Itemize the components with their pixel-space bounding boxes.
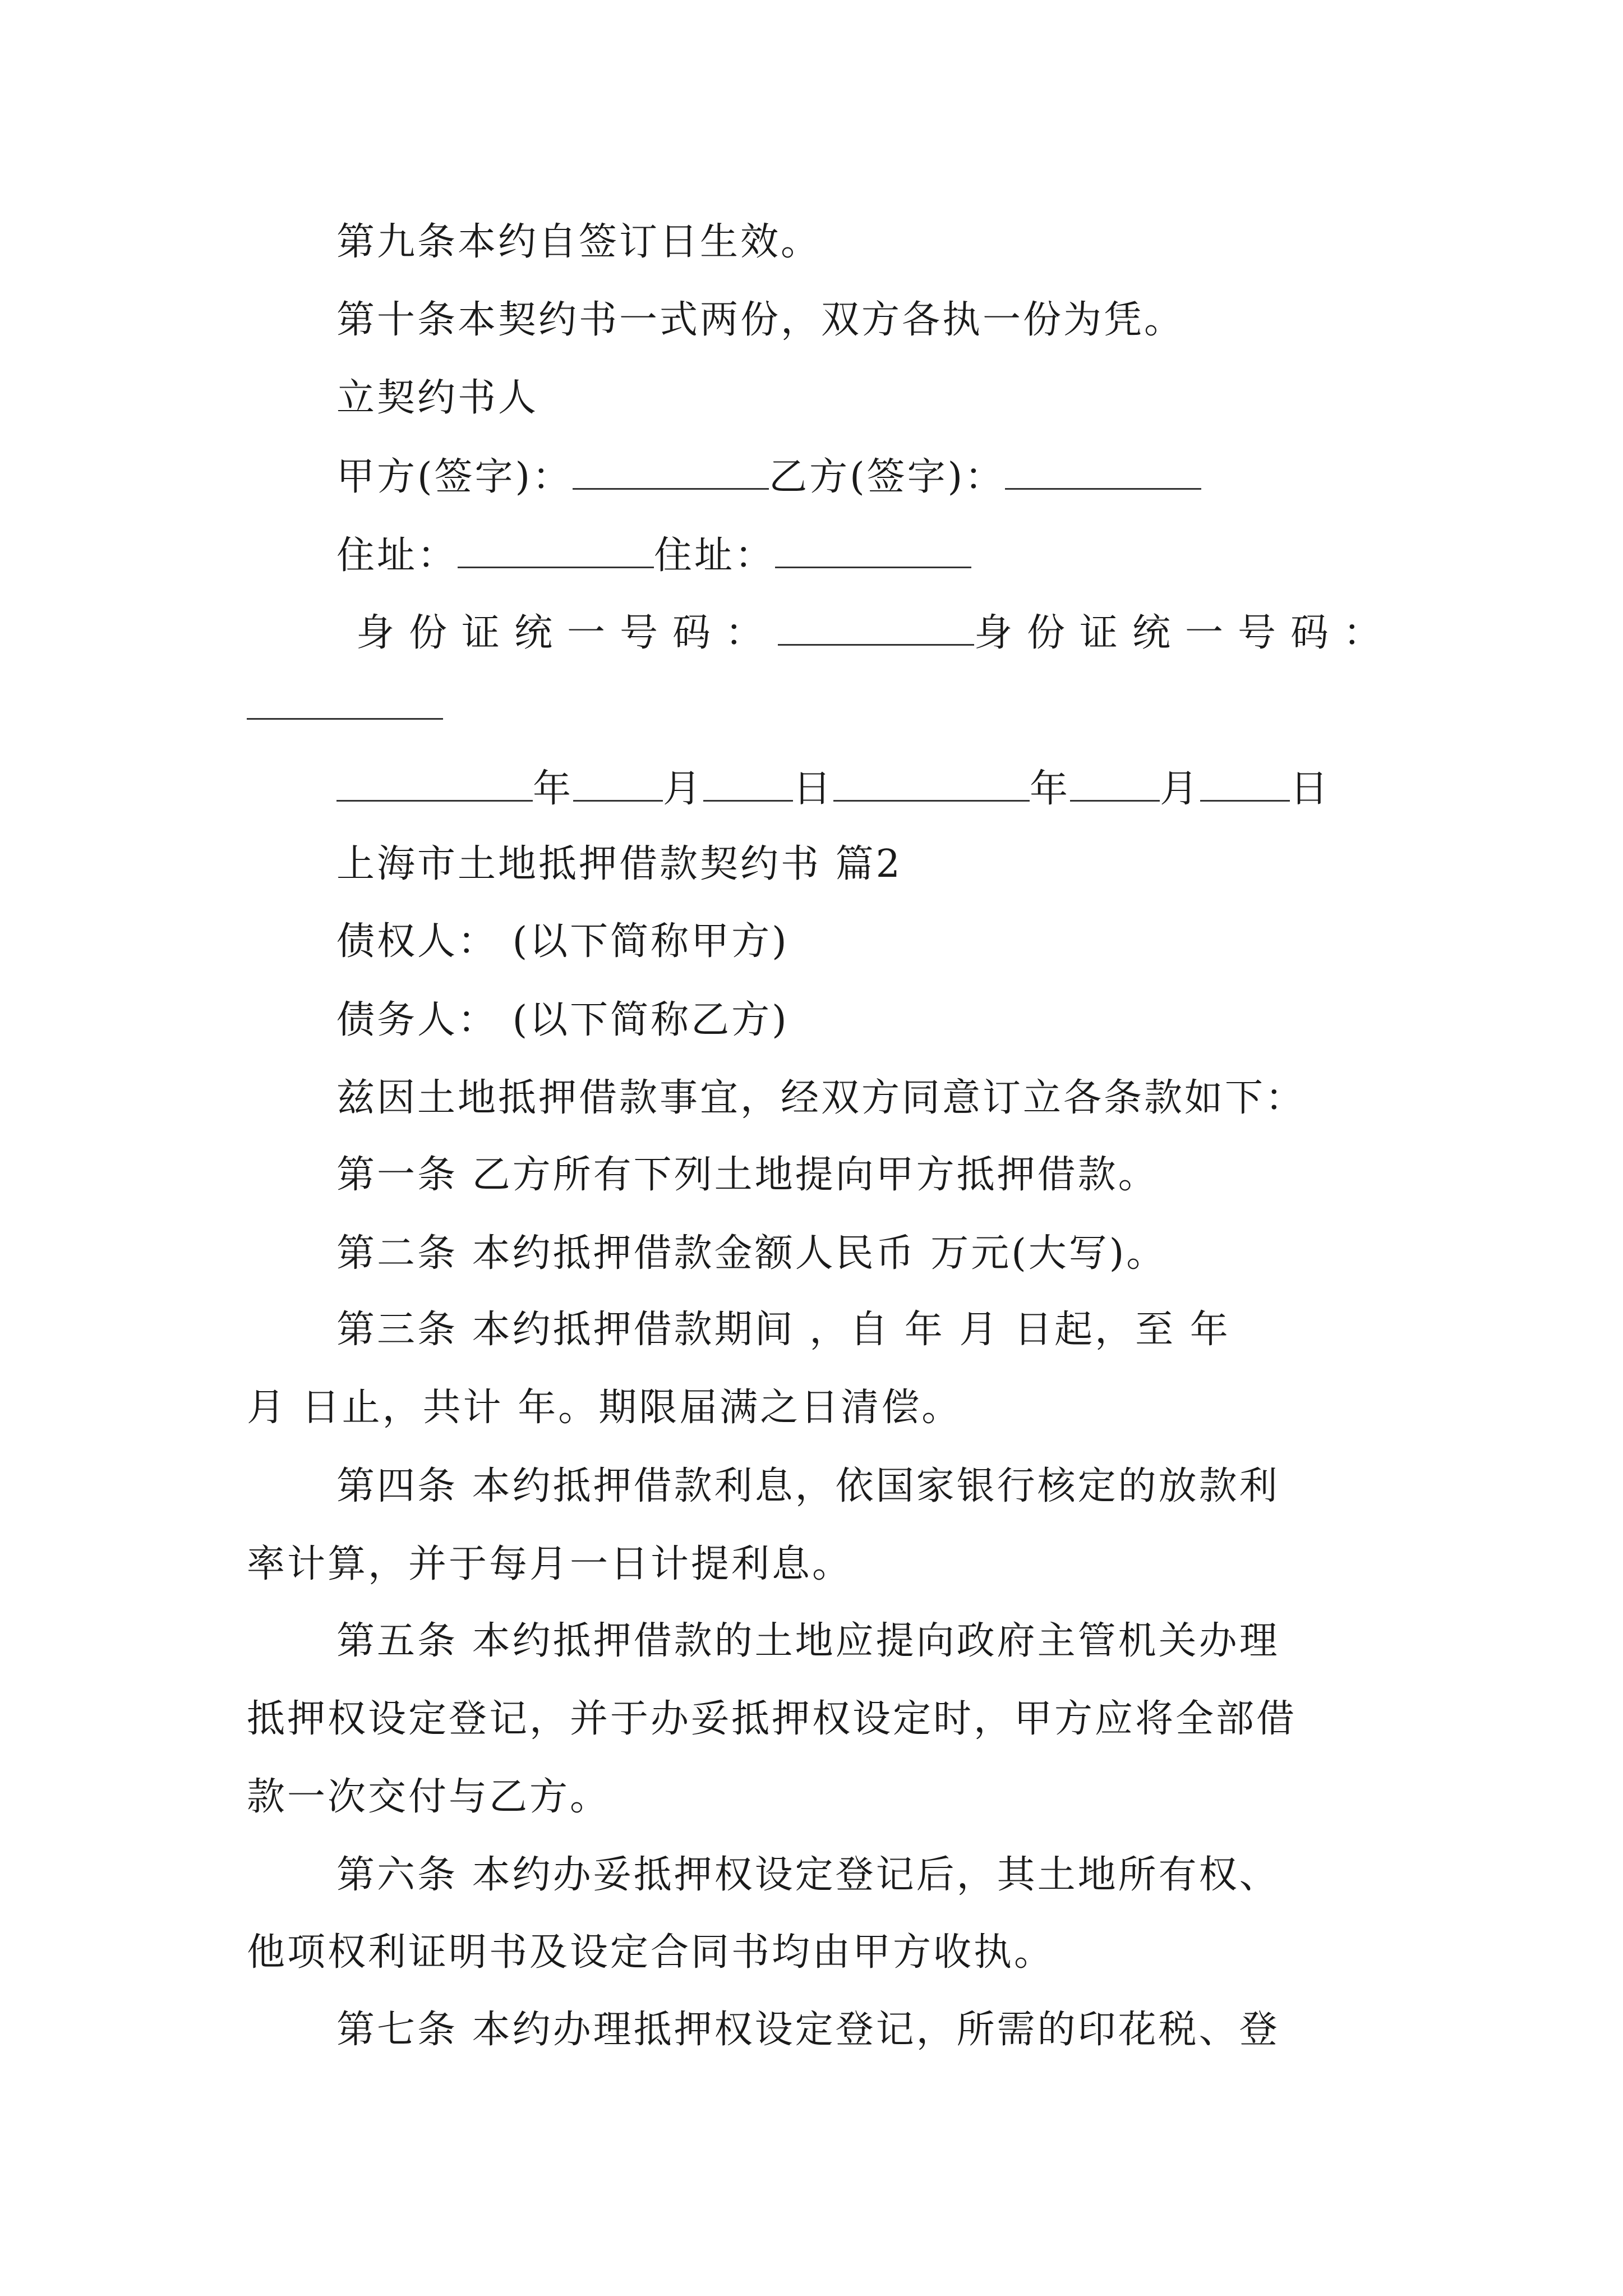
contract-title-2: 上海市土地抵押借款契约书 篇2 — [336, 842, 902, 886]
year-b-label: 年 — [1030, 767, 1071, 811]
party-a-label: 甲方(签字)： — [336, 455, 573, 499]
article-6-line-2: 他项权利证明书及设定合同书均由甲方收执。 — [247, 1930, 1055, 1975]
address-b-blank[interactable] — [775, 534, 971, 568]
month-a-blank[interactable] — [573, 767, 663, 802]
article-2: 第二条 本约抵押借款金额人民币 万元(大写)。 — [336, 1231, 1167, 1276]
article-3-line-2: 月 日止，共计 年。期限届满之日清偿。 — [247, 1386, 962, 1430]
article-1: 第一条 乙方所有下列土地提向甲方抵押借款。 — [336, 1153, 1159, 1197]
month-b-blank[interactable] — [1070, 767, 1160, 802]
address-b-label: 住址： — [654, 533, 776, 578]
article-4-line-2: 率计算，并于每月一日计提利息。 — [247, 1542, 853, 1586]
party-b-label: 乙方(签字)： — [769, 455, 1006, 499]
id-b-blank[interactable] — [247, 685, 443, 720]
day-a-blank[interactable] — [703, 767, 793, 802]
month-a-label: 月 — [663, 767, 704, 811]
address-row — [336, 533, 971, 578]
id-a-blank[interactable] — [778, 611, 974, 646]
article-5-line-1: 第五条 本约抵押借款的土地应提向政府主管机关办理 — [336, 1619, 1280, 1663]
id-row — [356, 611, 1396, 655]
year-a-label: 年 — [533, 767, 574, 811]
article-3-line-1: 第三条 本约抵押借款期间 ，自 年 月 日起，至 年 — [336, 1308, 1230, 1352]
year-a-blank[interactable] — [336, 767, 533, 802]
intro-line: 兹因土地抵押借款事宜，经双方同意订立各条款如下： — [336, 1076, 1306, 1120]
id-b-label: 身份证统一号码： — [974, 611, 1396, 655]
article-4-line-1: 第四条 本约抵押借款利息，依国家银行核定的放款利 — [336, 1464, 1280, 1508]
year-b-blank[interactable] — [833, 767, 1030, 802]
article-5-line-2: 抵押权设定登记，并于办妥抵押权设定时，甲方应将全部借 — [247, 1697, 1297, 1741]
article-5-line-3: 款一次交付与乙方。 — [247, 1775, 611, 1819]
article-10: 第十条本契约书一式两份，双方各执一份为凭。 — [336, 298, 1185, 342]
article-9: 第九条本约自签订日生效。 — [336, 220, 822, 264]
id-a-label: 身份证统一号码： — [356, 611, 778, 655]
day-b-blank[interactable] — [1200, 767, 1290, 802]
creditor-line: 债权人： (以下简称甲方) — [336, 919, 789, 964]
party-a-blank[interactable] — [573, 455, 769, 490]
month-b-label: 月 — [1160, 767, 1201, 811]
day-b-label: 日 — [1290, 767, 1331, 811]
signature-row — [336, 455, 1201, 499]
day-a-label: 日 — [793, 767, 834, 811]
article-7-line-1: 第七条 本约办理抵押权设定登记，所需的印花税、登 — [336, 2008, 1280, 2052]
date-row — [336, 767, 1331, 811]
address-a-blank[interactable] — [458, 534, 654, 568]
id-b-blank-row — [247, 685, 443, 726]
debtor-line: 债务人： (以下简称乙方) — [336, 998, 789, 1042]
address-a-label: 住址： — [336, 533, 458, 578]
party-b-blank[interactable] — [1005, 455, 1201, 490]
signatories-heading: 立契约书人 — [336, 376, 539, 420]
article-6-line-1: 第六条 本约办妥抵押权设定登记后，其土地所有权、 — [336, 1853, 1280, 1897]
